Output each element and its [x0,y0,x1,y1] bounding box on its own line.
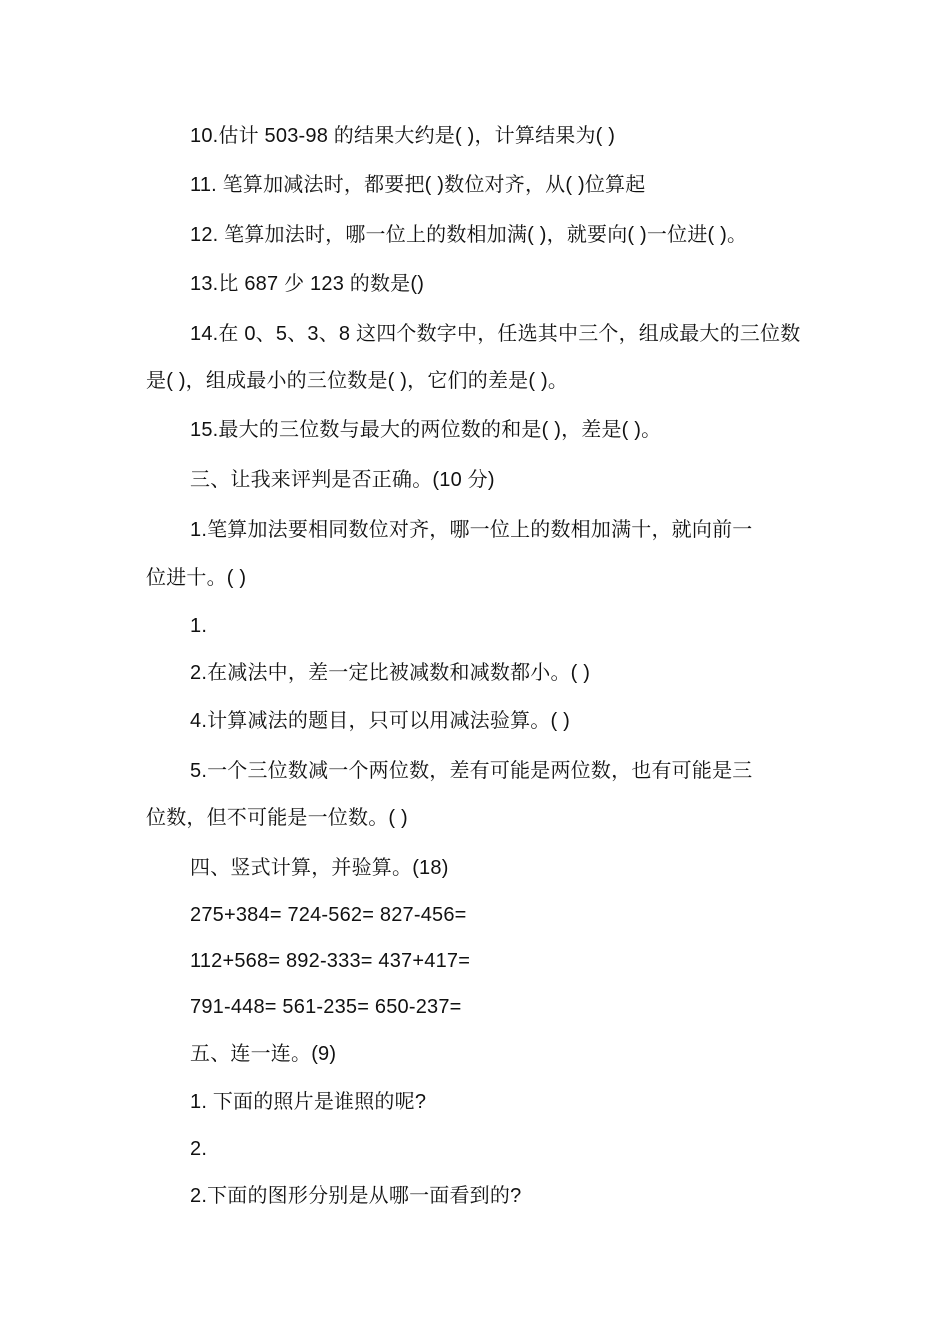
calc-row-1: 275+384= 724-562= 827-456= [190,904,467,926]
question-13: 13.比 687 少 123 的数是() [190,273,425,295]
section-4-heading: 四、竖式计算，并验算。(18) [190,857,449,879]
section-5-heading: 五、连一连。(9) [190,1043,337,1065]
judge-1-line-2: 位进十。( ) [146,567,247,589]
judge-5-line-1: 5.一个三位数减一个两位数，差有可能是两位数，也有可能是三 [190,760,753,782]
calc-row-3: 791-448= 561-235= 650-237= [190,996,462,1018]
calc-row-2: 112+568= 892-333= 437+417= [190,950,471,972]
question-12: 12. 笔算加法时，哪一位上的数相加满( )，就要向( )一位进( )。 [190,224,748,246]
connect-2: 2.下面的图形分别是从哪一面看到的? [190,1185,522,1207]
question-11: 11. 笔算加减法时，都要把( )数位对齐，从( )位算起 [190,174,646,196]
section-3-heading: 三、让我来评判是否正确。(10 分) [190,469,495,491]
question-14-line-1: 14.在 0、5、3、8 这四个数字中，任选其中三个，组成最大的三位数 [190,323,801,345]
connect-placeholder-2: 2. [190,1138,208,1160]
judge-placeholder-1: 1. [190,615,208,637]
question-15: 15.最大的三位数与最大的两位数的和是( )，差是( )。 [190,419,662,441]
question-10: 10.估计 503-98 的结果大约是( )，计算结果为( ) [190,125,616,147]
connect-1: 1. 下面的照片是谁照的呢? [190,1091,427,1113]
judge-2: 2.在减法中，差一定比被减数和减数都小。( ) [190,662,591,684]
judge-5-line-2: 位数，但不可能是一位数。( ) [146,807,408,829]
question-14-line-2: 是( )，组成最小的三位数是( )，它们的差是( )。 [146,370,569,392]
judge-4: 4.计算减法的题目，只可以用减法验算。( ) [190,710,570,732]
judge-1-line-1: 1.笔算加法要相同数位对齐，哪一位上的数相加满十，就向前一 [190,519,753,541]
